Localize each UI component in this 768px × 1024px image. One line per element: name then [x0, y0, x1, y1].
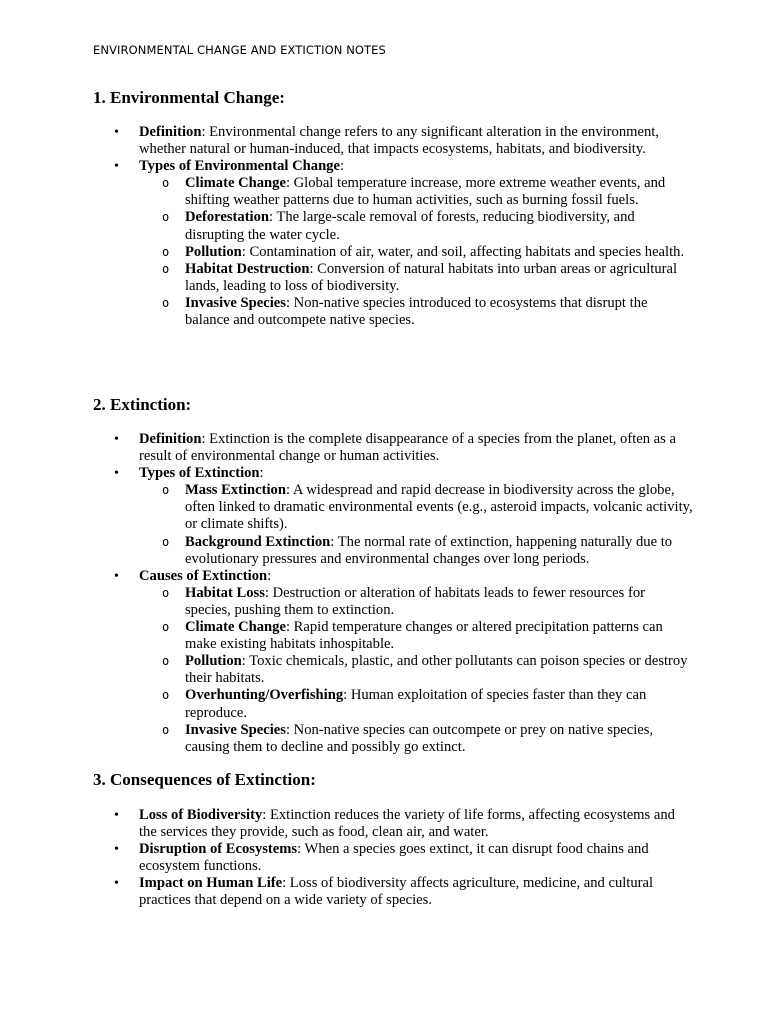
item-term: Invasive Species [185, 294, 286, 311]
item-term: Habitat Destruction [185, 260, 310, 277]
section-title-environmental-change: 1. Environmental Change: [93, 88, 285, 107]
item-term: Mass Extinction [185, 482, 286, 499]
item-text: : Extinction reduces the variety of life forms, affecting ecosystems and the services they provide, such as food, clean air, and water. [139, 807, 675, 841]
item-text: : Extinction is the complete disappearance of a species from the planet, often as a result of environmental change or human activities. [139, 431, 676, 465]
sublist-item [139, 482, 693, 533]
sublist-item [139, 295, 693, 329]
item-term: Climate Change [185, 619, 286, 636]
list-item-types [93, 465, 693, 568]
item-text: : [259, 465, 264, 482]
item-term: Loss of Biodiversity [139, 807, 263, 823]
sublist-item [139, 585, 693, 619]
sublist-item [139, 722, 693, 756]
item-term: Deforestation [185, 209, 270, 226]
item-term: Impact on Human Life [139, 875, 283, 892]
item-text: : Destruction or alteration of habitats leads to fewer resources for species, pushing them to extinction. [185, 584, 645, 618]
list-item [93, 841, 693, 875]
item-term: Types of Extinction [139, 465, 260, 482]
item-text: : Rapid temperature changes or altered precipitation patterns can make existing habitats inhospitable. [185, 619, 663, 653]
item-term: Overhunting/Overfishing [185, 687, 344, 704]
section-title-consequences: 3. Consequences of Extinction: [93, 770, 316, 789]
item-text: : Loss of biodiversity affects agriculture, medicine, and cultural practices that depend on a wide variety of species. [139, 875, 654, 909]
item-text: : A widespread and rapid decrease in biodiversity across the globe, often linked to dramatic environmental events (e.g., asteroid impacts, volcanic activity, or climate shifts). [185, 482, 693, 533]
list-item-causes [93, 568, 693, 756]
item-text: : Contamination of air, water, and soil, affecting habitats and species health. [241, 243, 685, 260]
item-text: : The normal rate of extinction, happening naturally due to evolutionary pressures and environmental changes over long periods. [185, 533, 673, 567]
sublist-item [139, 687, 693, 721]
item-term: Background Extinction [185, 533, 331, 550]
item-text: : [339, 158, 345, 175]
item-text: : Non-native species can outcompete or prey on native species, causing them to decline and possibly go extinct. [185, 721, 654, 755]
item-term: Types of Environmental Change [139, 158, 340, 175]
consequences-list [93, 807, 693, 910]
list-item-types [93, 158, 693, 329]
document-header: ENVIRONMENTAL CHANGE AND EXTICTION NOTES [93, 43, 386, 57]
item-term: Definition [139, 431, 202, 447]
section-title-extinction: 2. Extinction: [93, 395, 192, 414]
item-term: Causes of Extinction [139, 567, 268, 584]
extinction-list [93, 431, 693, 756]
list-item [93, 807, 693, 841]
item-text: : Global temperature increase, more extreme weather events, and shifting weather patterns due to human activities, such as burning fossil fuels. [185, 175, 666, 209]
types-sublist [139, 482, 693, 567]
sublist-item [139, 534, 693, 568]
item-text: : [267, 567, 272, 584]
item-term: Disruption of Ecosystems [139, 841, 298, 858]
types-sublist [139, 175, 693, 329]
list-item-definition [93, 124, 693, 158]
causes-sublist [139, 585, 693, 756]
sublist-item [139, 619, 693, 653]
item-term: Climate Change [185, 175, 286, 192]
environmental-change-list [93, 124, 693, 329]
item-text: : Environmental change refers to any significant alteration in the environment, whether natural or human-induced, that impacts ecosystems, habitats, and biodiversity. [139, 124, 659, 158]
item-term: Definition [139, 124, 202, 140]
item-text: : Conversion of natural habitats into urban areas or agricultural lands, leading to loss of biodiversity. [185, 260, 678, 294]
item-text: : Human exploitation of species faster than they can reproduce. [185, 687, 647, 721]
item-term: Habitat Loss [185, 584, 265, 601]
item-text: : The large-scale removal of forests, reducing biodiversity, and disrupting the water cycle. [185, 209, 635, 243]
sublist-item [139, 244, 693, 261]
sublist-item [139, 653, 693, 687]
item-term: Pollution [185, 243, 242, 260]
item-text: : Toxic chemicals, plastic, and other pollutants can poison species or destroy their habitats. [185, 653, 688, 687]
sublist-item [139, 175, 693, 209]
sublist-item [139, 261, 693, 295]
item-text: : When a species goes extinct, it can disrupt food chains and ecosystem functions. [139, 841, 649, 875]
list-item [93, 875, 693, 909]
item-term: Pollution [185, 653, 242, 670]
list-item-definition [93, 431, 693, 465]
sublist-item [139, 209, 693, 243]
item-term: Invasive Species [185, 721, 286, 738]
item-text: : Non-native species introduced to ecosystems that disrupt the balance and outcompete native species. [185, 294, 648, 329]
